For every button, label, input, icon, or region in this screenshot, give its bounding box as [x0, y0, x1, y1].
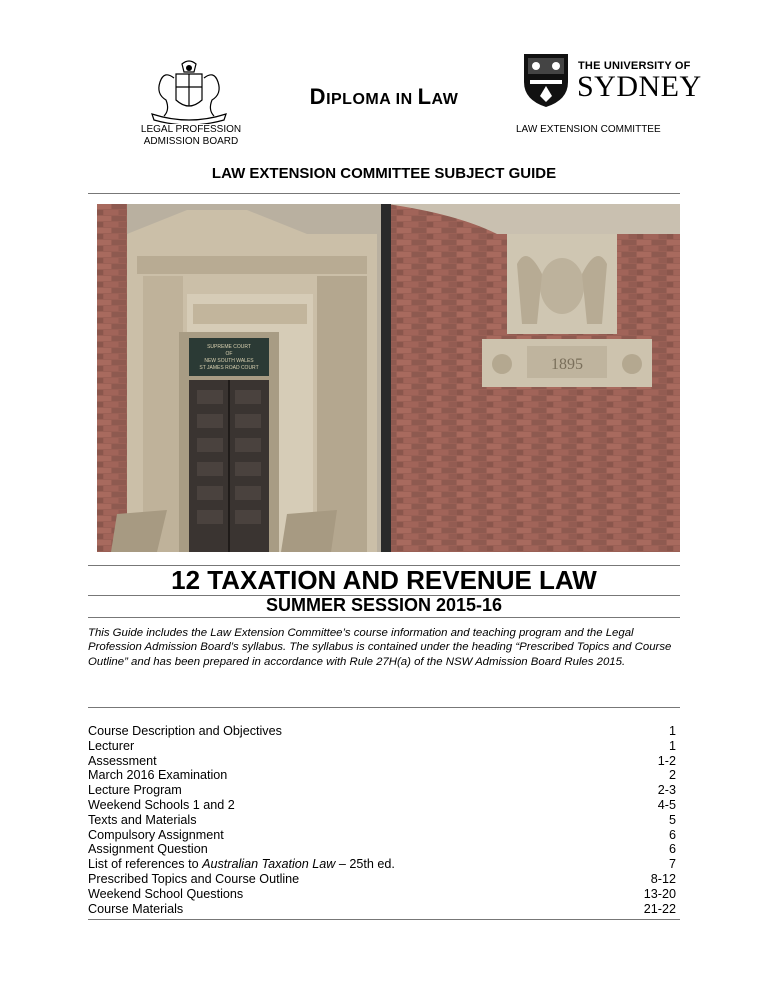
toc-page: 5 — [668, 812, 676, 827]
toc-label: Lecturer — [88, 738, 135, 753]
toc-row — [88, 783, 680, 798]
toc-row — [88, 828, 680, 843]
subject-title: 12 TAXATION AND REVENUE LAW — [171, 565, 597, 595]
door-sign-line-1: SUPREME COURT — [207, 344, 251, 350]
toc-page: 6 — [668, 827, 676, 842]
intro-paragraph: This Guide includes the Law Extension Committee’s course information and teaching program and the Legal Profession Admission Board’s syllabus. The syllabus is contained under the heading “Prescribed Topics and Course Outline” and has been prepared in accordance with Rule 27H(a) of the NSW Admission Board Rules 2015. — [88, 627, 672, 668]
toc-label — [88, 857, 395, 872]
toc-label-post: – 25th ed. — [335, 857, 395, 872]
toc-label: Texts and Materials — [88, 812, 197, 827]
logo-main-text: SYDNEY — [577, 70, 702, 103]
table-of-contents — [88, 724, 680, 916]
toc-page: 21-22 — [643, 901, 676, 916]
toc-label: Weekend Schools 1 and 2 — [88, 797, 235, 812]
toc-page: 13-20 — [643, 886, 676, 901]
toc-page: 2-3 — [657, 783, 676, 798]
title-initial-l: L — [417, 84, 432, 109]
divider — [88, 919, 680, 920]
legal-profession-admission-board-caption — [116, 124, 266, 148]
toc-label: Assessment — [88, 753, 157, 768]
title-initial-d: D — [309, 84, 327, 109]
toc-page: 7 — [668, 857, 676, 872]
door-sign-line-2: OF — [225, 351, 233, 357]
toc-row — [88, 724, 680, 739]
title-rest-1: IPLOMA IN — [326, 91, 418, 108]
caption-line-2: ADMISSION BOARD — [143, 136, 239, 147]
divider — [88, 193, 680, 194]
toc-page: 8-12 — [650, 871, 676, 886]
divider — [88, 707, 680, 708]
toc-label: Course Materials — [88, 901, 184, 916]
toc-row — [88, 798, 680, 813]
toc-row — [88, 813, 680, 828]
toc-label: Course Description and Objectives — [88, 724, 282, 738]
toc-label: Assignment Question — [88, 842, 208, 857]
toc-page: 6 — [668, 842, 676, 857]
toc-page: 1 — [668, 738, 676, 753]
toc-row — [88, 902, 680, 917]
university-shield-icon — [522, 52, 570, 108]
toc-row — [88, 739, 680, 754]
toc-page: 4-5 — [657, 797, 676, 812]
session-heading: SUMMER SESSION 2015-16 — [265, 595, 503, 615]
title-rest-2: AW — [431, 91, 459, 108]
caption-line-1: LEGAL PROFESSION — [140, 124, 242, 135]
toc-row — [88, 857, 680, 872]
toc-row — [88, 754, 680, 769]
law-extension-committee-caption: LAW EXTENSION COMMITTEE — [516, 124, 661, 135]
divider — [88, 617, 680, 618]
toc-label: March 2016 Examination — [88, 768, 228, 783]
toc-label: Lecture Program — [88, 783, 182, 798]
toc-label-book-title: Australian Taxation Law — [202, 857, 336, 872]
toc-row — [88, 768, 680, 783]
toc-row — [88, 887, 680, 902]
door-sign-line-3: NEW SOUTH WALES — [204, 358, 254, 364]
plaque-year: 1895 — [551, 356, 583, 373]
toc-label: Compulsory Assignment — [88, 827, 224, 842]
toc-label: Weekend School Questions — [88, 886, 244, 901]
subject-guide-heading: LAW EXTENSION COMMITTEE SUBJECT GUIDE — [211, 165, 557, 182]
toc-page: 1-2 — [657, 753, 676, 768]
university-of-sydney-logo — [522, 52, 702, 112]
logo-top-text: THE UNIVERSITY OF — [578, 60, 691, 72]
door-sign-line-4: ST JAMES ROAD COURT — [199, 365, 259, 371]
building-illustration — [97, 204, 680, 552]
court-building-photo — [97, 204, 680, 552]
toc-row — [88, 842, 680, 857]
toc-label: Prescribed Topics and Course Outline — [88, 871, 300, 886]
toc-page: 1 — [668, 724, 676, 738]
toc-label-pre: List of references to — [88, 857, 203, 872]
toc-row — [88, 872, 680, 887]
toc-page: 2 — [668, 768, 676, 783]
